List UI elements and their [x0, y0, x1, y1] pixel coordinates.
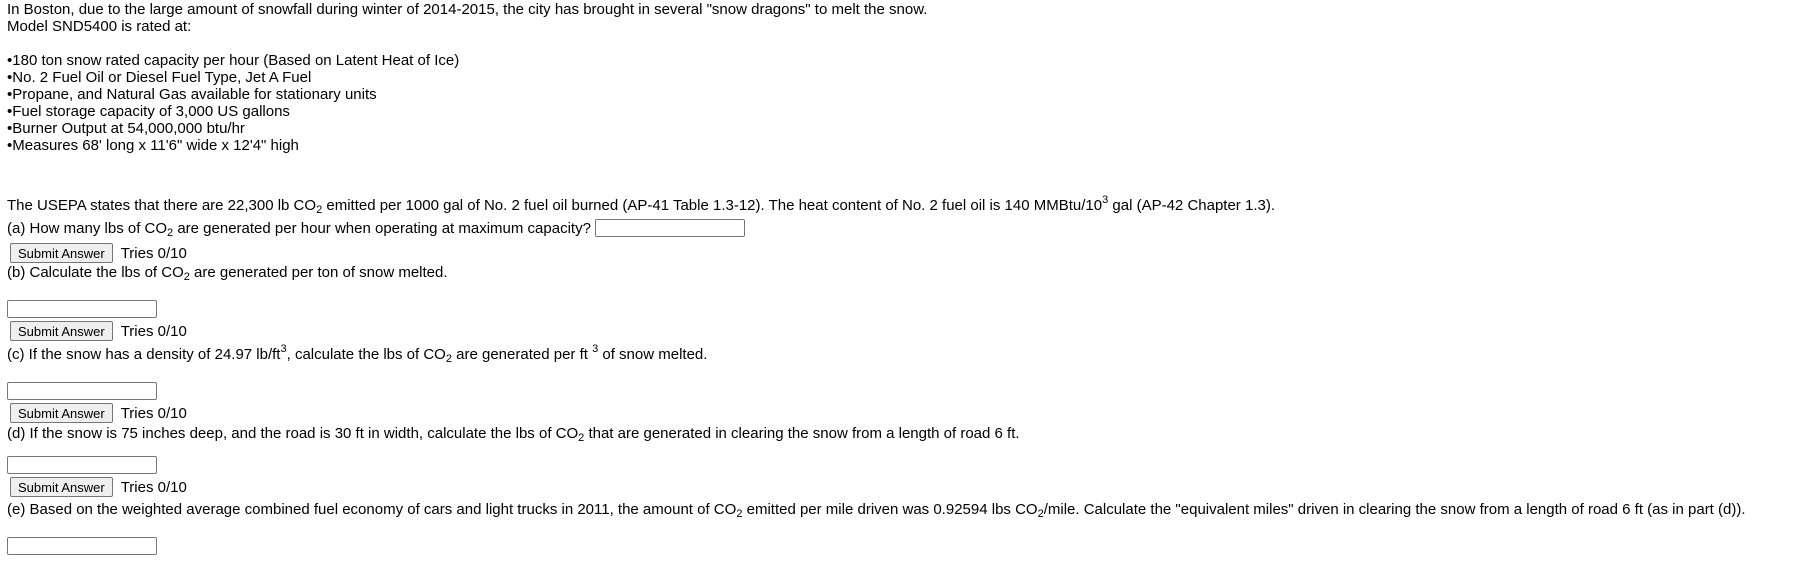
intro-line-2: Model SND5400 is rated at: — [7, 18, 192, 35]
submit-answer-button-a[interactable]: Submit Answer — [10, 243, 113, 263]
question-a-text: (a) How many lbs of $CO_2$ are generated per hour when operating at maximum capacity? — [7, 219, 591, 239]
submit-answer-button-b[interactable]: Submit Answer — [10, 321, 113, 341]
answer-input-c[interactable] — [7, 382, 157, 400]
spec-item-propane: • Propane, and Natural Gas available for stationary units — [7, 86, 1808, 103]
submit-answer-button-d[interactable]: Submit Answer — [10, 477, 113, 497]
question-d-text: (d) If the snow is 75 inches deep, and the road is 30 ft in width, calculate the lbs of $CO_2$ that are generated in clearing the snow from a length of road 6 ft. — [7, 425, 1020, 444]
question-e-text: (e) Based on the weighted average combined fuel economy of cars and light trucks in 2011, the amount of $CO_2$ emitted per mile driven was 0.92594 lbs $CO_2$/mile. Calculate the "equivalent miles" driven in clearing the snow from a length of road 6 ft (as in part (d)). — [7, 501, 1746, 520]
question-a — [7, 216, 1808, 240]
tries-counter-b: Tries 0/10 — [120, 322, 187, 340]
intro — [7, 0, 1808, 35]
question-b-text: (b) Calculate the lbs of $CO_2$ are generated per ton of snow melted. — [7, 264, 448, 283]
submit-answer-button-c[interactable]: Submit Answer — [10, 403, 113, 423]
tries-counter-c: Tries 0/10 — [120, 404, 187, 422]
spec-item-burner-output: • Burner Output at 54,000,000 btu/hr — [7, 120, 1808, 137]
spec-item-fuel-storage: • Fuel storage capacity of 3,000 US gallons — [7, 103, 1808, 120]
submit-row-a — [7, 242, 1808, 264]
answer-input-e[interactable] — [7, 537, 157, 555]
submit-row-d — [7, 476, 1808, 498]
answer-input-a[interactable] — [595, 219, 745, 237]
spec-item-capacity: • 180 ton snow rated capacity per hour (Based on Latent Heat of Ice) — [7, 52, 1808, 69]
spec-item-dimensions: • Measures 68' long x 11'6" wide x 12'4" high — [7, 137, 1808, 154]
question-c-text: (c) If the snow has a density of 24.97 $lb/ft^3$, calculate the lbs of $CO_2$ are generated per ft $^3$ of snow melted. — [7, 343, 708, 365]
question-b — [7, 264, 1808, 281]
question-e — [7, 501, 1808, 518]
submit-row-c — [7, 402, 1808, 424]
answer-input-d[interactable] — [7, 456, 157, 474]
spec-list — [7, 52, 1808, 154]
spec-item-fuel-type: • No. 2 Fuel Oil or Diesel Fuel Type, Jet A Fuel — [7, 69, 1808, 86]
intro-line-1: In Boston, due to the large amount of snowfall during winter of 2014-2015, the city has brought in several "snow dragons" to melt the snow. — [7, 1, 928, 18]
usepa-statement: The USEPA states that there are 22,300 lb $CO_2$ emitted per 1000 gal of No. 2 fuel oil burned (AP-41 Table 1.3-12). The heat content of No. 2 fuel oil is 140 MMBtu/$10^3$ gal (AP-42 Chapter 1.3). — [7, 193, 1275, 216]
tries-counter-a: Tries 0/10 — [120, 244, 187, 262]
answer-input-b[interactable] — [7, 300, 157, 318]
question-c — [7, 343, 1808, 365]
submit-row-b — [7, 320, 1808, 342]
question-d — [7, 425, 1808, 442]
tries-counter-d: Tries 0/10 — [120, 478, 187, 496]
